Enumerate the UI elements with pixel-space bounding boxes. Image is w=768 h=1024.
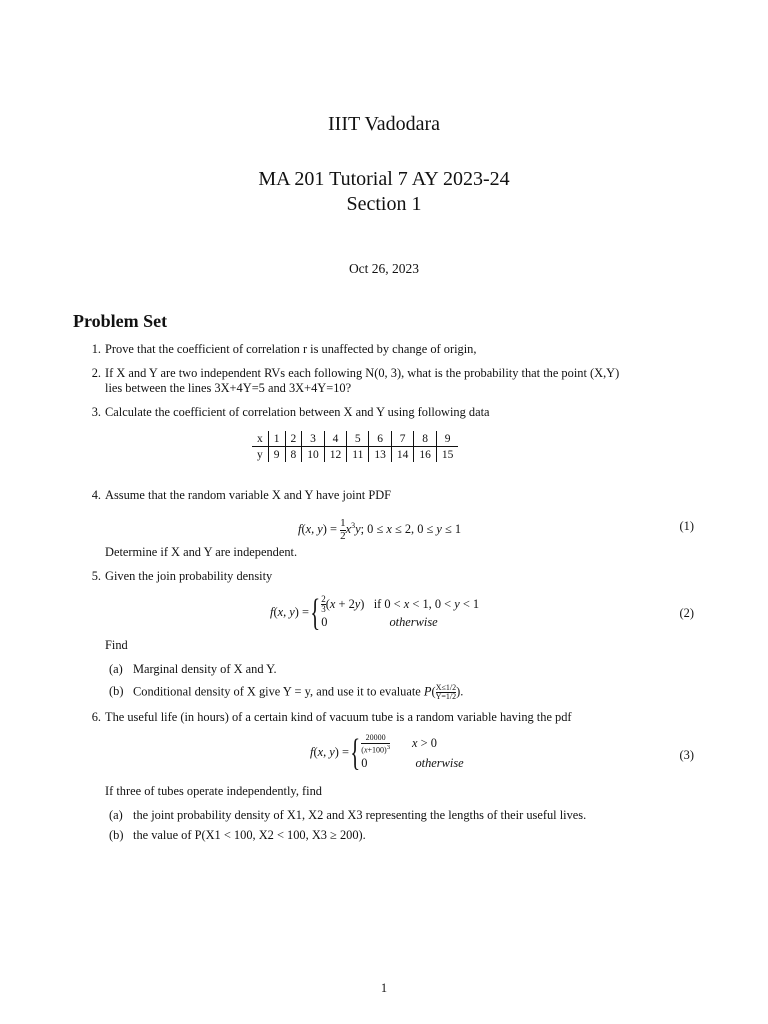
problem-4-number: 4.: [91, 488, 101, 502]
table-header-y: y: [257, 449, 263, 461]
equation-1-number: (1): [679, 519, 694, 533]
table-row-x: [252, 431, 458, 447]
course-title: MA 201 Tutorial 7 AY 2023-24: [258, 168, 510, 190]
table-cell: 1: [268, 431, 285, 447]
table-cell: 13: [369, 447, 392, 463]
problem-4-text: Assume that the random variable X and Y have joint PDF: [105, 488, 392, 502]
page-number: 1: [380, 981, 388, 995]
equation-3: f(x, y) ={ $\frac{20000}{(x+100)^3}$ x > 0 0 otherwise: [310, 732, 464, 774]
problem-set-heading: Problem Set: [73, 311, 168, 331]
problem-4-after: Determine if X and Y are independent.: [105, 545, 298, 559]
problem-3-text: Calculate the coefficient of correlation between X and Y using following data: [105, 405, 490, 419]
problem-5b-label: (b): [109, 684, 124, 698]
section-title: Section 1: [346, 193, 422, 215]
equation-2-number: (2): [679, 606, 694, 620]
problem-6b-text: the value of P(X1 < 100, X2 < 100, X3 ≥ 200).: [133, 828, 366, 842]
problem-6-number: 6.: [91, 710, 101, 724]
table-cell: 9: [436, 431, 458, 447]
problem-6b-label: (b): [109, 828, 124, 842]
table-cell: 6: [369, 431, 392, 447]
equation-2: f(x, y) ={ $\frac{2}{3}$ (x + 2y) if 0 < x < 1, 0 < y < 1 0 otherwise: [270, 592, 480, 634]
table-cell: 16: [414, 447, 437, 463]
table-cell: 7: [391, 431, 414, 447]
problem-5-number: 5.: [91, 569, 101, 583]
table-cell: 2: [285, 431, 302, 447]
problem-5b-line: Conditional density of X give Y = y, and use it to evaluate P( $\frac{X\le 1/2}{Y=1/2}$ ).: [133, 683, 464, 702]
institute-title: IIIT Vadodara: [328, 113, 440, 135]
table-cell: 3: [302, 431, 325, 447]
table-cell: 8: [414, 431, 437, 447]
table-cell: 10: [302, 447, 325, 463]
problem-5a-label: (a): [109, 662, 123, 676]
problem-6a-label: (a): [109, 808, 123, 822]
problem-1-number: 1.: [91, 342, 101, 356]
problem-2-line1: If X and Y are two independent RVs each following N(0, 3), what is the probability that the point (X,Y): [105, 366, 620, 380]
table-cell: 4: [324, 431, 347, 447]
data-table: [252, 431, 458, 462]
table-row-y: [252, 447, 458, 463]
problem-5b-text: Conditional density of X give Y = y, and use it to evaluate: [133, 684, 421, 699]
table-cell: 12: [324, 447, 347, 463]
problem-6a-text: the joint probability density of X1, X2 and X3 representing the lengths of their useful lives.: [133, 808, 587, 822]
table-cell: 15: [436, 447, 458, 463]
problem-1-text: Prove that the coefficient of correlation r is unaffected by change of origin,: [105, 342, 477, 356]
table-cell: 5: [347, 431, 369, 447]
problem-6-text: The useful life (in hours) of a certain kind of vacuum tube is a random variable having the pdf: [105, 710, 572, 724]
table-header-x: x: [252, 431, 268, 447]
table-cell: 9: [268, 447, 285, 463]
equation-1: f(x, y) = $\frac{1}{2}$ $x^3y$; 0 ≤ x ≤ 2, 0 ≤ y ≤ 1: [298, 517, 462, 542]
problem-3-number: 3.: [91, 405, 101, 419]
problem-5-text: Given the join probability density: [105, 569, 273, 583]
problem-2-line2: lies between the lines 3X+4Y=5 and 3X+4Y=10?: [105, 381, 352, 395]
problem-5-find: Find: [105, 638, 128, 652]
table-cell: 11: [347, 447, 369, 463]
problem-2-number: 2.: [91, 366, 101, 380]
table-cell: 8: [285, 447, 302, 463]
table-cell: 14: [391, 447, 414, 463]
problem-6-after: If three of tubes operate independently, find: [105, 784, 322, 798]
date: Oct 26, 2023: [348, 261, 420, 276]
problem-5a-text: Marginal density of X and Y.: [133, 662, 277, 676]
equation-3-number: (3): [679, 748, 694, 762]
